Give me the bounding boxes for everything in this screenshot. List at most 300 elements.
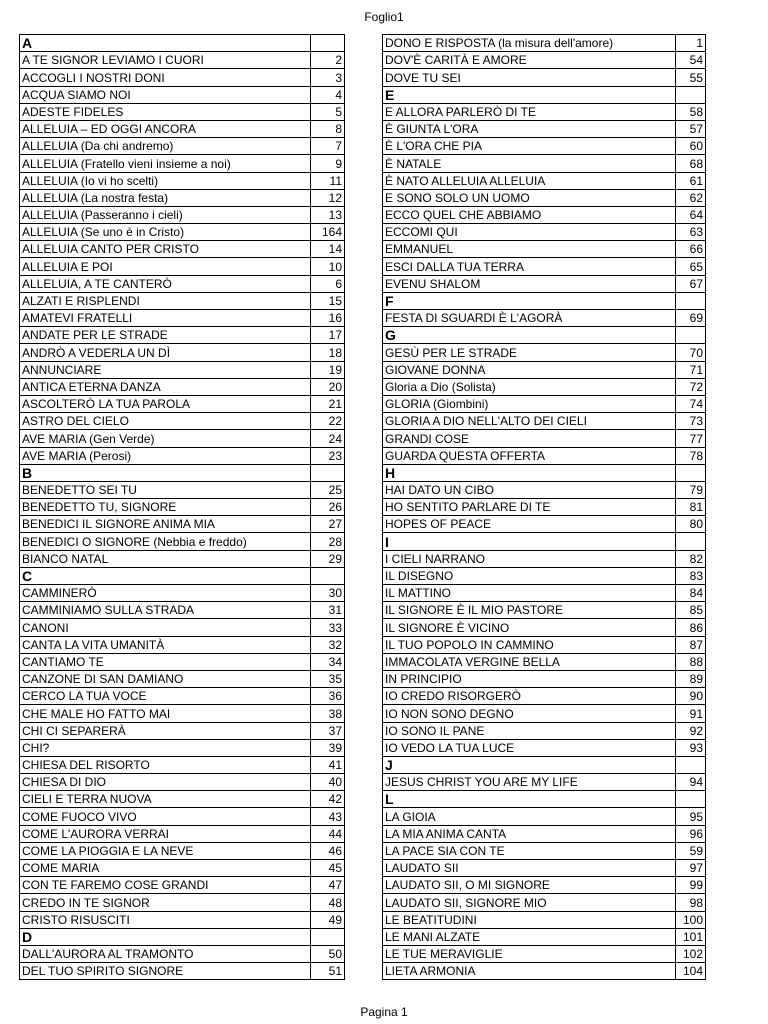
song-number: 98 <box>676 894 706 911</box>
song-number: 69 <box>676 310 706 327</box>
song-number: 47 <box>311 877 345 894</box>
song-title: LE TUE MERAVIGLIE <box>383 945 676 962</box>
song-title: CIELI E TERRA NUOVA <box>20 791 311 808</box>
song-title: AMATEVI FRATELLI <box>20 310 311 327</box>
song-row <box>20 533 345 550</box>
song-row <box>20 877 345 894</box>
song-number: 43 <box>311 808 345 825</box>
section-header-row <box>20 35 345 52</box>
song-title: IO CREDO RISORGERÒ <box>383 688 676 705</box>
song-number: 77 <box>676 430 706 447</box>
song-title: ALLELUIA (Se uno è in Cristo) <box>20 224 311 241</box>
song-title: IO SONO IL PANE <box>383 722 676 739</box>
song-number: 37 <box>311 722 345 739</box>
section-header-row <box>383 791 706 808</box>
song-title: ALLELUIA (Da chi andremo) <box>20 138 311 155</box>
song-title: Gloria a Dio (Solista) <box>383 378 676 395</box>
song-number: 3 <box>311 69 345 86</box>
song-title: È NATO ALLELUIA ALLELUIA <box>383 172 676 189</box>
song-row <box>383 172 706 189</box>
song-number: 65 <box>676 258 706 275</box>
song-number: 23 <box>311 447 345 464</box>
song-number: 164 <box>311 224 345 241</box>
empty-cell <box>676 86 706 103</box>
song-row <box>383 310 706 327</box>
song-number: 34 <box>311 653 345 670</box>
song-index-right <box>382 34 706 980</box>
song-row <box>20 447 345 464</box>
song-row <box>383 516 706 533</box>
song-row <box>383 825 706 842</box>
empty-cell <box>676 464 706 481</box>
song-row <box>383 69 706 86</box>
song-number: 20 <box>311 378 345 395</box>
song-title: LAUDATO SII, SIGNORE MIO <box>383 894 676 911</box>
song-title: LA GIOIA <box>383 808 676 825</box>
song-title: ANDATE PER LE STRADE <box>20 327 311 344</box>
song-row <box>20 516 345 533</box>
song-title: CON TE FAREMO COSE GRANDI <box>20 877 311 894</box>
song-row <box>383 860 706 877</box>
song-title: GRANDI COSE <box>383 430 676 447</box>
song-row <box>20 636 345 653</box>
song-row <box>383 120 706 137</box>
song-row <box>20 69 345 86</box>
song-number: 38 <box>311 705 345 722</box>
song-row <box>20 86 345 103</box>
song-row <box>383 636 706 653</box>
song-number: 90 <box>676 688 706 705</box>
song-number: 64 <box>676 206 706 223</box>
song-row <box>383 877 706 894</box>
song-title: ALLELUIA (La nostra festa) <box>20 189 311 206</box>
song-row <box>20 224 345 241</box>
song-title: ALLELUIA (Fratello vieni insieme a noi) <box>20 155 311 172</box>
section-letter: D <box>20 928 311 945</box>
song-number: 88 <box>676 653 706 670</box>
song-number: 4 <box>311 86 345 103</box>
song-number: 26 <box>311 499 345 516</box>
song-number: 99 <box>676 877 706 894</box>
song-title: CANTIAMO TE <box>20 653 311 670</box>
song-title: ALLELUIA – ED OGGI ANCORA <box>20 120 311 137</box>
song-title: BENEDICI O SIGNORE (Nebbia e freddo) <box>20 533 311 550</box>
song-row <box>383 258 706 275</box>
song-row <box>383 945 706 962</box>
section-letter: H <box>383 464 676 481</box>
song-title: LIETA ARMONIA <box>383 963 676 980</box>
song-title: BENEDICI IL SIGNORE ANIMA MIA <box>20 516 311 533</box>
song-number: 59 <box>676 842 706 859</box>
song-number: 6 <box>311 275 345 292</box>
song-row <box>20 808 345 825</box>
song-title: E ALLORA PARLERÒ DI TE <box>383 103 676 120</box>
song-row <box>20 860 345 877</box>
song-title: LE MANI ALZATE <box>383 928 676 945</box>
song-title: EVENU SHALOM <box>383 275 676 292</box>
song-row <box>383 206 706 223</box>
song-number: 93 <box>676 739 706 756</box>
song-title: ALLELUIA (Passeranno i cieli) <box>20 206 311 223</box>
section-header-row <box>20 464 345 481</box>
song-row <box>20 361 345 378</box>
song-row <box>20 189 345 206</box>
section-header-row <box>383 533 706 550</box>
song-title: ANNUNCIARE <box>20 361 311 378</box>
song-row <box>383 722 706 739</box>
song-row <box>383 430 706 447</box>
song-number: 48 <box>311 894 345 911</box>
song-title: LAUDATO SII <box>383 860 676 877</box>
song-title: ASCOLTERÒ LA TUA PAROLA <box>20 395 311 412</box>
song-row <box>383 567 706 584</box>
song-title: LA PACE SIA CON TE <box>383 842 676 859</box>
song-title: IO NON SONO DEGNO <box>383 705 676 722</box>
song-row <box>20 378 345 395</box>
section-header-row <box>383 292 706 309</box>
song-number: 89 <box>676 670 706 687</box>
song-number: 22 <box>311 413 345 430</box>
song-number: 40 <box>311 774 345 791</box>
section-header-row <box>383 464 706 481</box>
song-title: ASTRO DEL CIELO <box>20 413 311 430</box>
song-title: CAMMINERÒ <box>20 585 311 602</box>
section-letter: E <box>383 86 676 103</box>
song-number: 45 <box>311 860 345 877</box>
song-title: GLORIA (Giombini) <box>383 395 676 412</box>
song-number: 54 <box>676 52 706 69</box>
song-title: CHIESA DEL RISORTO <box>20 756 311 773</box>
song-title: ESCI DALLA TUA TERRA <box>383 258 676 275</box>
song-number: 42 <box>311 791 345 808</box>
song-row <box>383 344 706 361</box>
song-title: ACQUA SIAMO NOI <box>20 86 311 103</box>
song-number: 30 <box>311 585 345 602</box>
song-title: BENEDETTO SEI TU <box>20 481 311 498</box>
song-row <box>20 292 345 309</box>
song-title: CREDO IN TE SIGNOR <box>20 894 311 911</box>
song-number: 82 <box>676 550 706 567</box>
song-row <box>20 310 345 327</box>
song-row <box>20 258 345 275</box>
empty-cell <box>676 791 706 808</box>
empty-cell <box>311 35 345 52</box>
song-number: 41 <box>311 756 345 773</box>
section-letter: B <box>20 464 311 481</box>
song-number: 73 <box>676 413 706 430</box>
song-number: 36 <box>311 688 345 705</box>
song-title: COME LA PIOGGIA E LA NEVE <box>20 842 311 859</box>
song-row <box>20 327 345 344</box>
song-row <box>383 894 706 911</box>
song-row <box>383 928 706 945</box>
song-number: 67 <box>676 275 706 292</box>
song-row <box>383 774 706 791</box>
empty-cell <box>676 292 706 309</box>
song-number: 84 <box>676 585 706 602</box>
song-number: 102 <box>676 945 706 962</box>
song-title: LAUDATO SII, O MI SIGNORE <box>383 877 676 894</box>
song-title: È GIUNTA L'ORA <box>383 120 676 137</box>
song-row <box>383 103 706 120</box>
song-number: 85 <box>676 602 706 619</box>
song-row <box>383 481 706 498</box>
song-number: 55 <box>676 69 706 86</box>
song-row <box>383 602 706 619</box>
song-title: CHI? <box>20 739 311 756</box>
song-title: ALLELUIA, A TE CANTERÒ <box>20 275 311 292</box>
song-title: CRISTO RISUSCITI <box>20 911 311 928</box>
song-title: CHIESA DI DIO <box>20 774 311 791</box>
song-title: DOV'È CARITÀ E AMORE <box>383 52 676 69</box>
song-title: DEL TUO SPIRITO SIGNORE <box>20 963 311 980</box>
empty-cell <box>311 567 345 584</box>
song-number: 66 <box>676 241 706 258</box>
song-number: 14 <box>311 241 345 258</box>
song-row <box>20 585 345 602</box>
song-row <box>383 499 706 516</box>
song-number: 19 <box>311 361 345 378</box>
section-header-row <box>20 928 345 945</box>
song-number: 50 <box>311 945 345 962</box>
song-row <box>20 894 345 911</box>
song-number: 46 <box>311 842 345 859</box>
song-row <box>383 395 706 412</box>
song-title: IL TUO POPOLO IN CAMMINO <box>383 636 676 653</box>
song-number: 92 <box>676 722 706 739</box>
song-number: 25 <box>311 481 345 498</box>
song-row <box>20 619 345 636</box>
section-letter: F <box>383 292 676 309</box>
song-number: 5 <box>311 103 345 120</box>
song-row <box>20 499 345 516</box>
song-number: 18 <box>311 344 345 361</box>
song-index-left-body <box>20 35 345 980</box>
song-title: CHI CI SEPARERÀ <box>20 722 311 739</box>
song-row <box>20 722 345 739</box>
song-number: 78 <box>676 447 706 464</box>
empty-cell <box>311 464 345 481</box>
song-title: COME MARIA <box>20 860 311 877</box>
song-title: FESTA DI SGUARDI È L'AGORÀ <box>383 310 676 327</box>
song-title: A TE SIGNOR LEVIAMO I CUORI <box>20 52 311 69</box>
song-number: 104 <box>676 963 706 980</box>
song-row <box>20 155 345 172</box>
song-title: ECCOMI QUI <box>383 224 676 241</box>
song-row <box>383 842 706 859</box>
song-title: ALLELUIA (Io vi ho scelti) <box>20 172 311 189</box>
song-title: CANTA LA VITA UMANITÀ <box>20 636 311 653</box>
song-number: 39 <box>311 739 345 756</box>
song-title: È L'ORA CHE PIA <box>383 138 676 155</box>
song-title: ANDRÒ A VEDERLA UN DÌ <box>20 344 311 361</box>
song-row <box>383 619 706 636</box>
song-number: 87 <box>676 636 706 653</box>
song-row <box>20 670 345 687</box>
song-title: DALL'AURORA AL TRAMONTO <box>20 945 311 962</box>
song-row <box>383 447 706 464</box>
song-row <box>20 756 345 773</box>
song-number: 17 <box>311 327 345 344</box>
section-header-row <box>383 756 706 773</box>
song-number: 71 <box>676 361 706 378</box>
empty-cell <box>311 928 345 945</box>
song-row <box>383 808 706 825</box>
song-row <box>20 825 345 842</box>
song-title: È NATALE <box>383 155 676 172</box>
song-row <box>383 361 706 378</box>
song-number: 49 <box>311 911 345 928</box>
page-footer: Pagina 1 <box>360 1005 408 1019</box>
song-title: ACCOGLI I NOSTRI DONI <box>20 69 311 86</box>
song-title: HO SENTITO PARLARE DI TE <box>383 499 676 516</box>
song-title: BIANCO NATAL <box>20 550 311 567</box>
song-row <box>20 963 345 980</box>
song-number: 44 <box>311 825 345 842</box>
song-row <box>20 172 345 189</box>
song-number: 70 <box>676 344 706 361</box>
song-number: 33 <box>311 619 345 636</box>
song-title: CERCO LA TUA VOCE <box>20 688 311 705</box>
song-row <box>383 653 706 670</box>
section-letter: L <box>383 791 676 808</box>
song-row <box>383 224 706 241</box>
song-row <box>383 550 706 567</box>
song-number: 97 <box>676 860 706 877</box>
song-title: GESÙ PER LE STRADE <box>383 344 676 361</box>
song-title: ALLELUIA E POI <box>20 258 311 275</box>
song-number: 68 <box>676 155 706 172</box>
song-title: COME L'AURORA VERRAI <box>20 825 311 842</box>
song-title: JESUS CHRIST YOU ARE MY LIFE <box>383 774 676 791</box>
song-title: CANONI <box>20 619 311 636</box>
song-number: 11 <box>311 172 345 189</box>
song-row <box>383 705 706 722</box>
song-number: 7 <box>311 138 345 155</box>
song-number: 27 <box>311 516 345 533</box>
song-title: ALZATI E RISPLENDI <box>20 292 311 309</box>
song-number: 62 <box>676 189 706 206</box>
song-title: AVE MARIA (Gen Verde) <box>20 430 311 447</box>
song-row <box>383 911 706 928</box>
song-index-left <box>19 34 345 980</box>
song-number: 16 <box>311 310 345 327</box>
empty-cell <box>676 533 706 550</box>
song-title: ALLELUIA CANTO PER CRISTO <box>20 241 311 258</box>
song-row <box>383 739 706 756</box>
song-number: 101 <box>676 928 706 945</box>
song-title: COME FUOCO VIVO <box>20 808 311 825</box>
song-row <box>383 189 706 206</box>
song-title: GIOVANE DONNA <box>383 361 676 378</box>
song-number: 12 <box>311 189 345 206</box>
song-number: 79 <box>676 481 706 498</box>
song-number: 100 <box>676 911 706 928</box>
song-row <box>20 705 345 722</box>
song-title: I CIELI NARRANO <box>383 550 676 567</box>
section-header-row <box>20 567 345 584</box>
song-row <box>20 911 345 928</box>
song-number: 83 <box>676 567 706 584</box>
song-number: 74 <box>676 395 706 412</box>
song-title: ANTICA ETERNA DANZA <box>20 378 311 395</box>
song-title: HOPES OF PEACE <box>383 516 676 533</box>
song-number: 2 <box>311 52 345 69</box>
song-number: 32 <box>311 636 345 653</box>
song-title: BENEDETTO TU, SIGNORE <box>20 499 311 516</box>
song-row <box>383 688 706 705</box>
song-title: LE BEATITUDINI <box>383 911 676 928</box>
song-row <box>20 413 345 430</box>
song-title: GLORIA A DIO NELL'ALTO DEI CIELI <box>383 413 676 430</box>
song-number: 8 <box>311 120 345 137</box>
song-title: DOVE TU SEI <box>383 69 676 86</box>
song-number: 96 <box>676 825 706 842</box>
song-title: IL SIGNORE È IL MIO PASTORE <box>383 602 676 619</box>
song-number: 80 <box>676 516 706 533</box>
song-number: 35 <box>311 670 345 687</box>
song-row <box>383 52 706 69</box>
empty-cell <box>676 327 706 344</box>
song-number: 86 <box>676 619 706 636</box>
song-title: CHE MALE HO FATTO MAI <box>20 705 311 722</box>
song-number: 15 <box>311 292 345 309</box>
song-row <box>20 481 345 498</box>
song-title: CANZONE DI SAN DAMIANO <box>20 670 311 687</box>
song-row <box>20 395 345 412</box>
section-header-row <box>383 327 706 344</box>
song-number: 57 <box>676 120 706 137</box>
song-title: IO VEDO LA TUA LUCE <box>383 739 676 756</box>
song-row <box>20 945 345 962</box>
song-number: 63 <box>676 224 706 241</box>
song-number: 58 <box>676 103 706 120</box>
song-number: 61 <box>676 172 706 189</box>
song-title: DONO E RISPOSTA (la misura dell'amore) <box>383 35 676 52</box>
song-row <box>20 430 345 447</box>
song-title: IL DISEGNO <box>383 567 676 584</box>
song-row <box>20 206 345 223</box>
song-row <box>20 103 345 120</box>
song-title: LA MIA ANIMA CANTA <box>383 825 676 842</box>
song-row <box>20 688 345 705</box>
song-title: ADESTE FIDELES <box>20 103 311 120</box>
song-number: 51 <box>311 963 345 980</box>
song-number: 81 <box>676 499 706 516</box>
song-row <box>383 275 706 292</box>
song-row <box>20 120 345 137</box>
song-number: 9 <box>311 155 345 172</box>
song-title: CAMMINIAMO SULLA STRADA <box>20 602 311 619</box>
song-row <box>383 35 706 52</box>
song-row <box>383 378 706 395</box>
song-row <box>20 550 345 567</box>
section-letter: J <box>383 756 676 773</box>
song-title: E SONO SOLO UN UOMO <box>383 189 676 206</box>
sheet-title: Foglio1 <box>364 10 404 24</box>
song-row <box>20 344 345 361</box>
song-title: HAI DATO UN CIBO <box>383 481 676 498</box>
song-row <box>20 774 345 791</box>
section-header-row <box>383 86 706 103</box>
song-number: 1 <box>676 35 706 52</box>
song-number: 91 <box>676 705 706 722</box>
song-number: 29 <box>311 550 345 567</box>
song-title: IL MATTINO <box>383 585 676 602</box>
song-row <box>20 241 345 258</box>
song-title: EMMANUEL <box>383 241 676 258</box>
section-letter: G <box>383 327 676 344</box>
